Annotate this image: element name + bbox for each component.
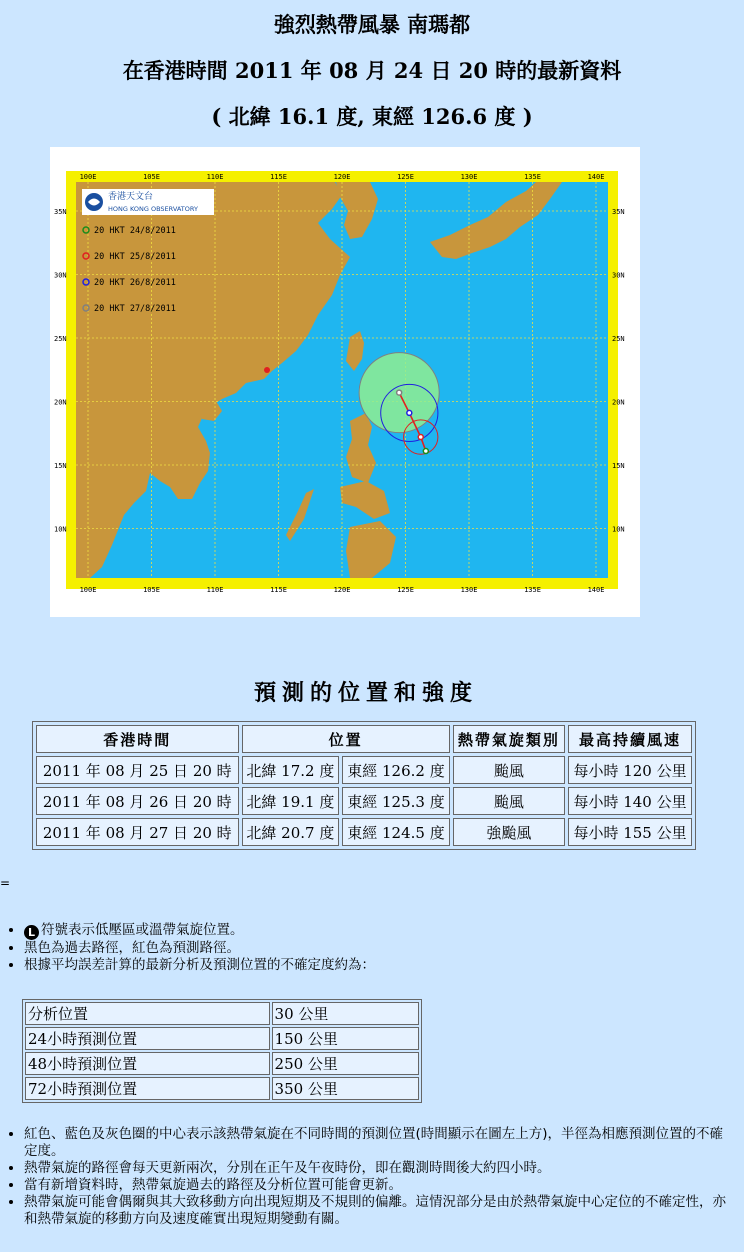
lon-tick-label: 100E — [79, 173, 97, 181]
forecast-wind: 每小時 120 公里 — [568, 756, 692, 784]
lon-tick-label: 110E — [206, 586, 224, 594]
forecast-lat: 北緯 20.7 度 — [242, 818, 340, 846]
note-text: 符號表示低壓區或溫帶氣旋位置。 — [41, 922, 244, 938]
unc-value: 30 公里 — [272, 1002, 419, 1025]
forecast-category: 強颱風 — [453, 818, 565, 846]
forecast-wind: 每小時 155 公里 — [568, 818, 692, 846]
legend-label: 20 HKT 26/8/2011 — [94, 278, 176, 288]
lat-tick-label: 35N — [54, 208, 67, 216]
note-text: 紅色、藍色及灰色圈的中心表示該熱帶氣旋在不同時間的預測位置(時間顯示在圖左上方)，半徑為相應預測位置的不確定度。 — [24, 1126, 724, 1159]
note-text: 當有新增資料時，熱帶氣旋過去的路徑及分析位置可能會更新。 — [24, 1177, 402, 1193]
forecast-wind: 每小時 140 公里 — [568, 787, 692, 815]
lon-tick-label: 130E — [460, 586, 478, 594]
lat-tick-label: 10N — [612, 525, 625, 534]
lat-tick-label: 25N — [54, 335, 67, 343]
note-item — [24, 1126, 736, 1160]
lat-tick-label: 15N — [54, 462, 67, 470]
table-row — [25, 1027, 419, 1050]
lat-tick-label: 35N — [612, 208, 625, 216]
forecast-category: 颱風 — [453, 756, 565, 784]
lon-tick-label: 140E — [587, 586, 605, 594]
track-map — [50, 147, 640, 617]
notes-list-1 — [0, 922, 724, 974]
storm-title: 強烈熱帶風暴 南瑪都 — [273, 12, 471, 37]
note-text: 黑色為過去路徑，紅色為預測路徑。 — [24, 940, 240, 956]
forecast-time: 2011 年 08 月 27 日 20 時 — [36, 818, 239, 846]
legend-label: 20 HKT 25/8/2011 — [94, 252, 176, 262]
table-row — [36, 818, 692, 846]
uncertainty-table — [22, 999, 422, 1103]
logo-en-text: HONG KONG OBSERVATORY — [108, 205, 198, 213]
logo-cn-text: 香港天文台 — [108, 192, 154, 202]
lon-tick-label: 115E — [270, 586, 287, 594]
note-text: 熱帶氣旋的路徑會每天更新兩次，分別在正午及午夜時份，即在觀測時間後大約四小時。 — [24, 1160, 551, 1176]
lon-tick-label: 115E — [270, 173, 287, 181]
note-item — [24, 922, 724, 940]
lon-tick-label: 140E — [587, 173, 605, 181]
forecast-table — [32, 721, 696, 850]
table-row — [36, 756, 692, 784]
note-item — [24, 940, 724, 957]
lon-tick-label: 120E — [333, 586, 351, 594]
forecast-lon: 東經 126.2 度 — [342, 756, 450, 784]
unc-label: 72小時預測位置 — [25, 1077, 270, 1100]
lon-tick-label: 135E — [524, 586, 541, 594]
track-point — [423, 449, 428, 454]
lat-tick-label: 10N — [54, 525, 67, 534]
forecast-time: 2011 年 08 月 25 日 20 時 — [36, 756, 239, 784]
lon-tick-label: 110E — [206, 173, 224, 181]
note-text: 熱帶氣旋可能會偶爾與其大致移動方向出現短期及不規則的偏離。這情況部分是由於熱帶氣旋中心定位的不確定性，亦和熱帶氣旋的移動方向及速度確實出現短期變動有關。 — [24, 1194, 726, 1227]
forecast-lat: 北緯 19.1 度 — [242, 787, 340, 815]
note-item — [24, 1194, 736, 1228]
forecast-lon: 東經 125.3 度 — [342, 787, 450, 815]
track-point — [407, 410, 412, 415]
table-row — [25, 1052, 419, 1075]
note-item — [24, 957, 724, 974]
unc-value: 150 公里 — [272, 1027, 419, 1050]
forecast-time: 2011 年 08 月 26 日 20 時 — [36, 787, 239, 815]
unc-label: 分析位置 — [25, 1002, 270, 1025]
unc-label: 48小時預測位置 — [25, 1052, 270, 1075]
header-time: 香港時間 — [36, 725, 239, 753]
note-text: 根據平均誤差計算的最新分析及預測位置的不確定度約為： — [24, 957, 375, 973]
header-wind: 最高持續風速 — [568, 725, 692, 753]
left-marker: = — [0, 876, 11, 890]
forecast-title: 預測的位置和強度 — [253, 680, 478, 706]
forecast-lon: 東經 124.5 度 — [342, 818, 450, 846]
lat-tick-label: 30N — [54, 271, 67, 280]
lat-tick-label: 20N — [612, 398, 625, 407]
unc-label: 24小時預測位置 — [25, 1027, 270, 1050]
observatory-logo — [82, 189, 214, 215]
header-category: 熱帶氣旋類別 — [453, 725, 565, 753]
lat-tick-label: 15N — [612, 462, 625, 470]
notes-list-2 — [0, 1126, 736, 1228]
lon-tick-label: 125E — [397, 173, 414, 181]
lat-tick-label: 25N — [612, 335, 625, 343]
note-item — [24, 1160, 736, 1177]
legend-label: 20 HKT 27/8/2011 — [94, 304, 176, 314]
update-time: 在香港時間 2011 年 08 月 24 日 20 時的最新資料 — [122, 58, 622, 83]
table-row — [36, 787, 692, 815]
unc-value: 250 公里 — [272, 1052, 419, 1075]
forecast-header-row — [36, 725, 692, 753]
forecast-lat: 北緯 17.2 度 — [242, 756, 340, 784]
lon-tick-label: 125E — [397, 586, 414, 594]
track-point — [397, 390, 402, 395]
lon-tick-label: 130E — [460, 173, 478, 181]
track-point — [418, 435, 423, 440]
unc-value: 350 公里 — [272, 1077, 419, 1100]
lon-tick-label: 120E — [333, 173, 351, 181]
storm-position: ( 北緯 16.1 度, 東經 126.6 度 ) — [211, 104, 533, 129]
table-row — [25, 1077, 419, 1100]
hong-kong-marker — [264, 367, 270, 373]
lat-tick-label: 20N — [54, 398, 67, 407]
low-pressure-icon: L — [24, 925, 39, 940]
note-item — [24, 1177, 736, 1194]
header-position: 位置 — [242, 725, 450, 753]
lat-tick-label: 30N — [612, 271, 625, 280]
legend-label: 20 HKT 24/8/2011 — [94, 226, 176, 236]
lon-tick-label: 135E — [524, 173, 541, 181]
lon-tick-label: 100E — [79, 586, 97, 594]
lon-tick-label: 105E — [143, 173, 160, 181]
lon-tick-label: 105E — [143, 586, 160, 594]
forecast-category: 颱風 — [453, 787, 565, 815]
table-row — [25, 1002, 419, 1025]
